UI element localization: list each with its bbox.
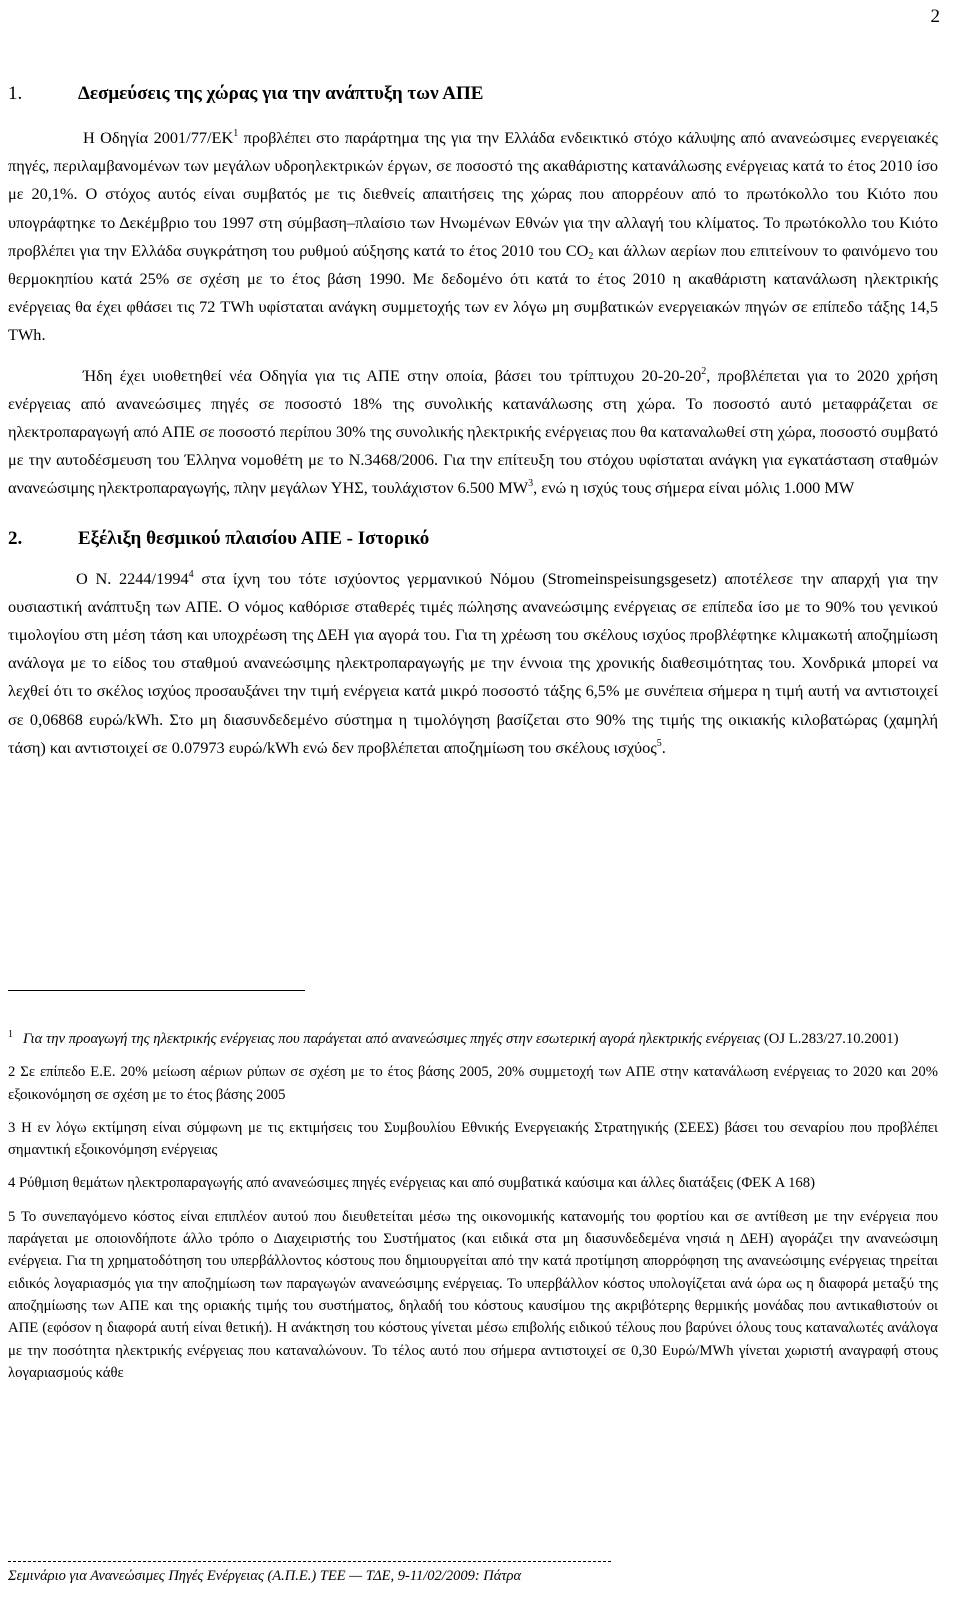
page-footer: Σεμινάριο για Ανανεώσιμες Πηγές Ενέργειας (Α.Π.Ε.) ΤΕΕ — ΤΔΕ, 9-11/02/2009: Πάτρα	[8, 1568, 522, 1584]
footnote-1-number: 1	[8, 1029, 13, 1040]
section-1-heading	[8, 80, 938, 108]
section-1-number: 1.	[8, 83, 23, 104]
section-2-paragraph-1	[8, 565, 938, 762]
footnote-ref-4: 4	[188, 568, 194, 580]
section-1-title: Δεσμεύσεις της χώρας για την ανάπτυξη των ΑΠΕ	[78, 83, 484, 104]
text-run: Η Οδηγία 2001/77/ΕΚ	[83, 128, 234, 147]
text-run: και άλλων αερίων που επιτείνουν το φαινόμενο του θερμοκηπίου κατά 25% σε σχέση με το έτος βάση 1990. Με δεδομένο ότι κατά το έτος 2010 η ακαθάριστη κατανάλωση ηλεκτρικής ενέργειας θα έχει φθάσει τις 72 TWh υφίσταται ανάγκη συμμετοχής των εν λόγω μη συμβατικών ενεργειακών πηγών σε επίπεδο τάξης 14,5 TWh.	[8, 240, 938, 345]
footnote-1-text: Για την προαγωγή της ηλεκτρικής ενέργειας που παράγεται από ανανεώσιμες πηγές στην εσωτερική αγορά ηλεκτρικής ενέργειας	[23, 1031, 761, 1047]
text-run: .	[661, 737, 666, 757]
footnote-ref-5: 5	[656, 737, 662, 749]
section-2-title: Εξέλιξη θεσμικού πλαισίου ΑΠΕ - Ιστορικό	[78, 527, 430, 549]
text-run: στα ίχνη του τότε ισχύοντος γερμανικού Νόμου (Stromeinspeisungsgesetz) αποτέλεσε την απαρχή για την ουσιαστική ανάπτυξη των ΑΠΕ. Ο νόμος καθόρισε σταθερές τιμές πώλησης ανανεώσιμης ενέργειας σε επίπεδα ίσο με το 90% του γενικού τιμολογίου στη μέση τάση και υποχρέωση της ΔΕΗ για αγορά του. Για τη χρέωση του σκέλους ισχύος προβλέφτηκε κλιμακωτή αποζημίωση ανάλογα με το είδος του σταθμού ανανεώσιμης ηλεκτροπαραγωγής με την έννοια της χρονικής διαθεσιμότητας του. Χονδρικά μπορεί να λεχθεί ότι το σκέλος ισχύος προσαυξάνει την τιμή ενέργεια κατά μικρό ποσοστό τάξης 6,5% με συνέπεια σήμερα η τιμή αυτή να αντιστοιχεί σε 0,06868 ευρώ/kWh. Στο μη διασυνδεδεμένο σύστημα η τιμολόγηση βασίζεται στο 90% της τιμής της οικιακής κιλοβατώρας (χαμηλή τάση) και αντιστοιχεί σε 0.07973 ευρώ/kWh ενώ δεν προβλέπεται αποζημίωση του σκέλους ισχύος	[8, 568, 938, 757]
footnote-ref-2: 2	[701, 365, 707, 377]
footnote-2: 2 Σε επίπεδο Ε.Ε. 20% μείωση αέριων ρύπων σε σχέση με το έτος βάσης 2005, 20% συμμετοχή των ΑΠΕ στην κατανάλωση ενέργειας το 2020 και 20% εξοικονόμηση σε σχέση με το έτος βάσης 2005	[8, 1064, 938, 1103]
section-1-paragraph-2	[8, 362, 938, 503]
text-run: , ενώ η ισχύς τους σήμερα είναι μόλις 1.000 MW	[533, 478, 855, 498]
footnote-3: 3 Η εν λόγω εκτίμηση είναι σύμφωνη με τις εκτιμήσεις του Συμβουλίου Εθνικής Ενεργειακής Στρατηγικής (ΣΕΕΣ) βάσει του σεναρίου που προβλέπει σημαντική εξοικονόμηση ενέργειας	[8, 1119, 938, 1159]
footnote-1-ref: (OJ L.283/27.10.2001)	[760, 1031, 899, 1047]
footnote-ref-1: 1	[233, 128, 239, 139]
footer-separator	[8, 1561, 611, 1562]
text-run: Ήδη έχει υιοθετηθεί νέα Οδηγία για τις ΑΠΕ στην οποία, βάσει του τρίπτυχου 20-20-20	[83, 365, 702, 385]
footnote-4: 4 Ρύθμιση θεμάτων ηλεκτροπαραγωγής από ανανεώσιμες πηγές ενέργειας και από συμβατικά καύσιμα και άλλες διατάξεις (ΦΕΚ Α 168)	[8, 1175, 816, 1192]
section-2-number: 2.	[8, 527, 23, 549]
footnote-ref-3: 3	[528, 478, 534, 490]
subscript: 2	[588, 250, 594, 262]
text-run: , προβλέπεται για το 2020 χρήση ενέργειας από ανανεώσιμες πηγές σε ποσοστό 18% της συνολικής κατανάλωσης στη χώρα. Το ποσοστό αυτό μεταφράζεται σε ηλεκτροπαραγωγή από ΑΠΕ σε ποσοστό περίπου 30% της συνολικής ηλεκτρικής ενέργειας που θα καταναλωθεί στη χώρα, ποσοστό συμβατό με την αυτοδέσμευση του Έλληνα νομοθέτη με το Ν.3468/2006. Για την επίτευξη του στόχου υφίσταται ανάγκη για εγκατάσταση σταθμών ανανεώσιμης ηλεκτροπαραγωγής, πλην μεγάλων ΥΗΣ, τουλάχιστον 6.500 MW	[8, 365, 938, 498]
section-1-paragraph-1	[8, 124, 938, 350]
footnote-5: 5 Το συνεπαγόμενο κόστος είναι επιπλέον αυτού που διευθετείται μέσω της οικονομικής κατανομής του φορτίου και σε αντίθεση με την ενέργεια που παράγεται με οποιονδήποτε άλλο τρόπο ο Διαχειριστής του Συστήματος (και ειδικά στα μη διασυνδεδεμένα νησιά η ΔΕΗ) αγοράζει την ανανεώσιμη ενέργεια. Για τη χρηματοδότηση του υπερβάλλοντος κόστους που δημιουργείται από την κατά προτίμηση απορρόφηση της ανανεώσιμης ενέργειας τηρείται ειδικός λογαριασμός για την αποζημίωση των παραγωγών ανανεώσιμης ενέργειας. Το υπερβάλλον κόστος υπολογίζεται ανά ώρα ως η διαφορά μεταξύ της αποζημίωσης των ΑΠΕ και της οριακής τιμής του συστήματος, δηλαδή του κόστους καυσίμου της ακριβότερης θερμικής μονάδας που αντικαθιστούν οι ΑΠΕ (εφόσον η διαφορά αυτή είναι θετική). Η ανάκτηση του κόστους γίνεται μέσω επιβολής ειδικού τέλους που βαρύνει όλους τους καταναλωτές ανάλογα με την ποσότητα ηλεκτρικής ενέργειας που καταναλώνουν. Το τέλος αυτό που σήμερα αντιστοιχεί σε 0,30 Ευρώ/MWh γίνεται χωριστή αναγραφή στους λογαριασμούς κάθε	[8, 1208, 938, 1381]
footnote-1	[8, 1028, 938, 1050]
text-run: Ο Ν. 2244/1994	[76, 568, 189, 588]
document-body	[8, 80, 938, 762]
section-2-heading	[8, 525, 938, 553]
text-run: προβλέπει στο παράρτημα της για την Ελλάδα ενδεικτικό στόχο κάλυψης από ανανεώσιμες ενεργειακές πηγές, περιλαμβανομένων των μεγάλων υδροηλεκτρικών έργων, σε ποσοστό της ακαθάριστης κατανάλωσης ενέργειας κατά το έτος 2010 ίσο με 20,1%. Ο στόχος αυτός είναι συμβατός με τις διεθνείς απαιτήσεις της χώρας που απορρέουν από το πρωτόκολλο του Κιότο που υπογράφτηκε το Δεκέμβριο του 1997 στη σύμβαση–πλαίσιο των Ηνωμένων Εθνών για την αλλαγή του κλίματος. Το πρωτόκολλο του Κιότο προβλέπει για την Ελλάδα συγκράτηση του ρυθμού αύξησης κατά το έτος 2010 του CO	[8, 128, 939, 260]
footnotes	[8, 1028, 938, 1395]
footnote-separator	[8, 990, 305, 991]
page-number: 2	[930, 6, 940, 27]
